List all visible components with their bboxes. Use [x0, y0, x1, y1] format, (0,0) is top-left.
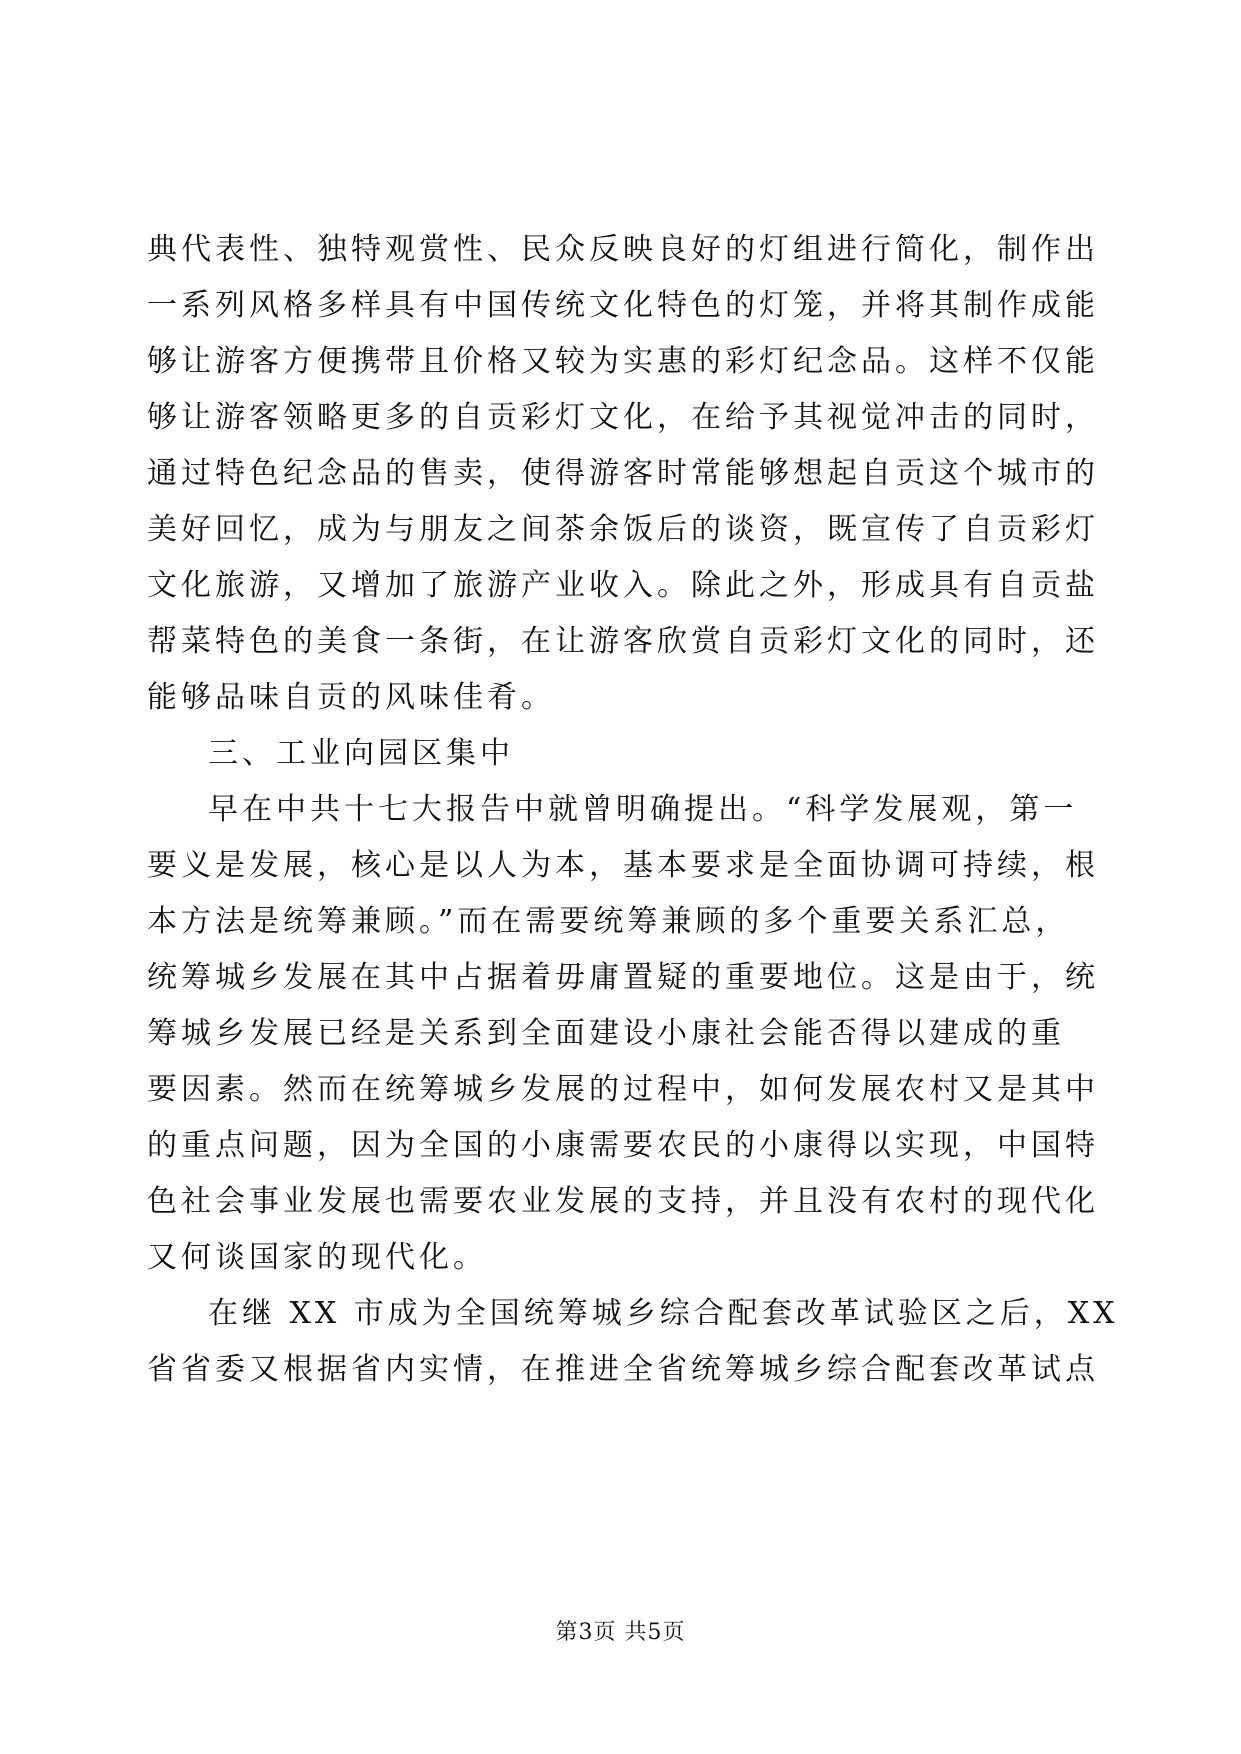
text-line: 统筹城乡发展在其中占据着毋庸置疑的重要地位。这是由于，统 [147, 960, 1099, 995]
text-line: 色社会事业发展也需要农业发展的支持，并且没有农村的现代化 [147, 1184, 1099, 1219]
text-line: 本方法是统筹兼顾。”而在需要统筹兼顾的多个重要关系汇总， [147, 904, 1070, 939]
text-line: 帮菜特色的美食一条街，在让游客欣赏自贡彩灯文化的同时，还 [147, 624, 1099, 659]
text-line: 够让游客领略更多的自贡彩灯文化，在给予其视觉冲击的同时， [147, 400, 1099, 435]
text-line: 省省委又根据省内实情，在推进全省统筹城乡综合配套改革试点 [147, 1352, 1099, 1387]
text-line: 要因素。然而在统筹城乡发展的过程中，如何发展农村又是其中 [147, 1072, 1099, 1107]
paragraph-first-line: 早在中共十七大报告中就曾明确提出。“科学发展观，第一 [208, 792, 1078, 827]
text-line: 文化旅游，又增加了旅游产业收入。除此之外，形成具有自贡盐 [147, 568, 1099, 603]
text-line: 的重点问题，因为全国的小康需要农民的小康得以实现，中国特 [147, 1128, 1099, 1163]
page-number-footer: 第3页 共5页 [555, 1620, 686, 1645]
text-line: 能够品味自贡的风味佳肴。 [147, 680, 555, 715]
text-line: 要义是发展，核心是以人为本，基本要求是全面协调可持续，根 [147, 848, 1099, 883]
paragraph-first-line: 在继 XX 市成为全国统筹城乡综合配套改革试验区之后，XX [208, 1296, 1119, 1331]
text-line: 典代表性、独特观赏性、民众反映良好的灯组进行简化，制作出 [147, 232, 1099, 267]
text-line: 通过特色纪念品的售卖，使得游客时常能够想起自贡这个城市的 [147, 456, 1099, 491]
text-line: 一系列风格多样具有中国传统文化特色的灯笼，并将其制作成能 [147, 288, 1099, 323]
text-line: 够让游客方便携带且价格又较为实惠的彩灯纪念品。这样不仅能 [147, 344, 1099, 379]
section-heading: 三、工业向园区集中 [208, 736, 514, 771]
text-line: 美好回忆，成为与朋友之间茶余饭后的谈资，既宣传了自贡彩灯 [147, 512, 1099, 547]
text-line: 又何谈国家的现代化。 [147, 1240, 487, 1275]
text-line: 筹城乡发展已经是关系到全面建设小康社会能否得以建成的重 [147, 1016, 1065, 1051]
